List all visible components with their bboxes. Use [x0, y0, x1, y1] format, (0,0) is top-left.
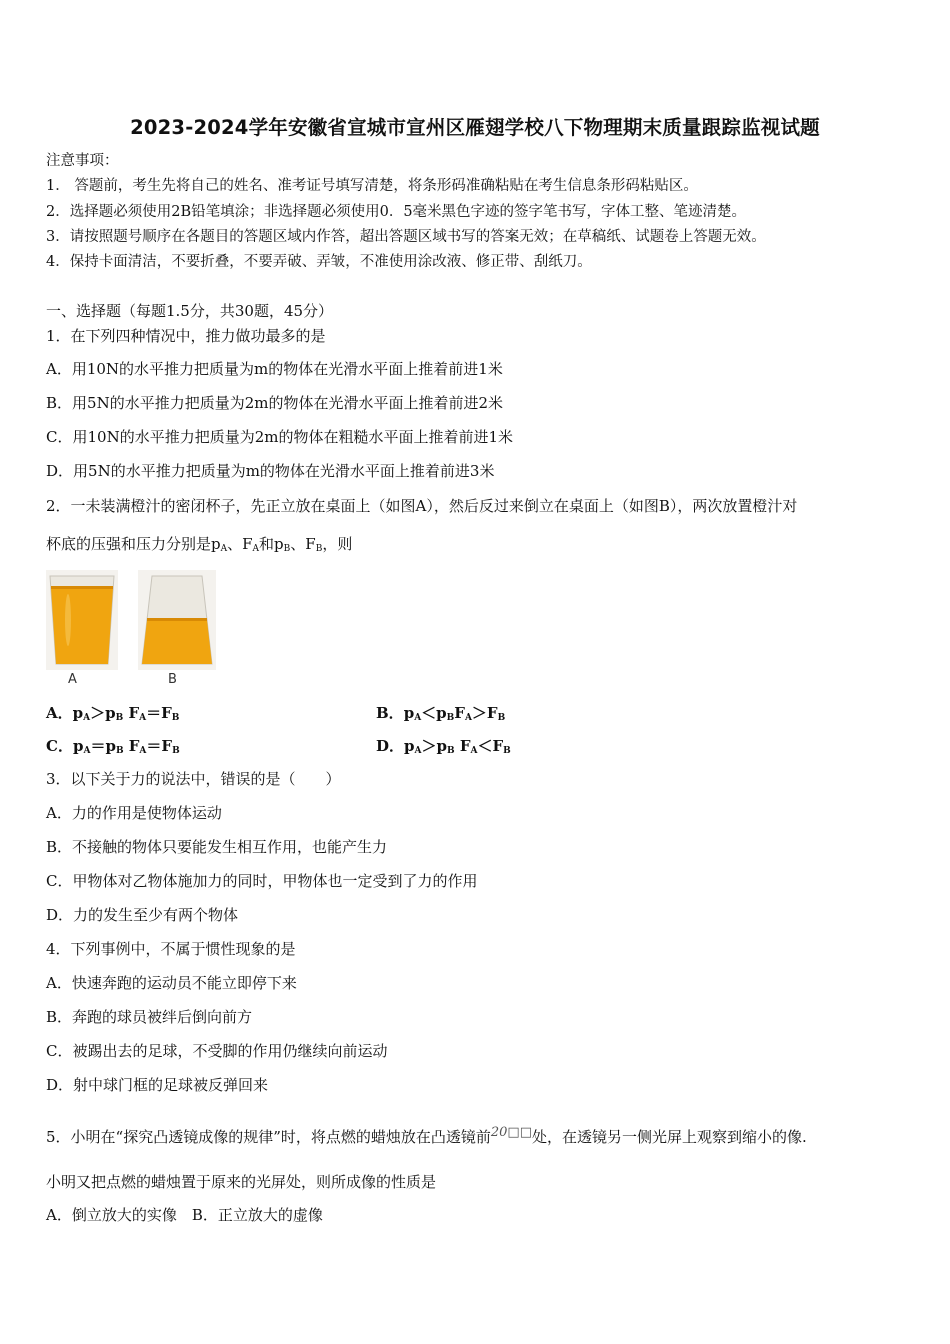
section-heading: 一、选择题（每题1.5分，共30题，45分） [46, 302, 334, 320]
q4-option-b: B．奔跑的球员被绊后倒向前方 [46, 1008, 253, 1026]
q2-stem-line1: 2．一未装满橙汁的密闭杯子，先正立放在桌面上（如图A），然后反过来倒立在桌面上（如图B），两次放置橙汁对 [46, 497, 798, 515]
q4-stem: 4．下列事例中，不属于惯性现象的是 [46, 940, 296, 958]
q1-option-c: C．用10N的水平推力把质量为2m的物体在粗糙水平面上推着前进1米 [46, 428, 514, 446]
cup-b-illustration [138, 570, 216, 670]
q2-option-c: C．$p_A=p_B$ $F_A=F_B$ [46, 737, 180, 756]
cup-b-photo [138, 570, 210, 670]
cup-a-illustration [46, 570, 118, 670]
q2-option-a: A．$p_A>p_B$ $F_A=F_B$ [46, 704, 180, 723]
q1-stem: 1．在下列四种情况中，推力做功最多的是 [46, 327, 326, 345]
q2-option-b: B．$p_A<p_BF_A>F_B$ [376, 704, 506, 723]
note-item: 3．请按照题号顺序在各题目的答题区域内作答，超出答题区域书写的答案无效；在草稿纸、试题卷上答题无效。 [46, 229, 766, 245]
q1-option-d: D．用5N的水平推力把质量为m的物体在光滑水平面上推着前进3米 [46, 462, 495, 480]
juice-a [51, 588, 113, 664]
q4-option-a: A．快速奔跑的运动员不能立即停下来 [46, 974, 297, 992]
page-title: 2023-2024学年安徽省宣城市宣州区雁翅学校八下物理期末质量跟踪监视试题 [130, 116, 820, 139]
cup-a-photo [46, 570, 118, 670]
figure-label-b: B [168, 672, 177, 687]
q3-option-d: D．力的发生至少有两个物体 [46, 906, 239, 924]
q5-stem: 5．小明在“探究凸透镜成像的规律”时，将点燃的蜡烛放在凸透镜前20□□处，在透镜另一侧光屏上观察到缩小的像. [46, 1125, 807, 1146]
q5-options: A．倒立放大的实像 B．正立放大的虚像 [46, 1206, 323, 1224]
note-item: 4．保持卡面清洁，不要折叠，不要弄破、弄皱，不准使用涂改液、修正带、刮纸刀。 [46, 254, 592, 270]
figure-label-a: A [68, 672, 77, 687]
note-item: 2．选择题必须使用2B铅笔填涂；非选择题必须使用0．5毫米黑色字迹的签字笔书写，字体工整、笔迹清楚。 [46, 204, 747, 220]
note-item: 1． 答题前，考生先将自己的姓名、准考证号填写清楚，将条形码准确粘贴在考生信息条形码粘贴区。 [46, 178, 698, 194]
q4-option-c: C．被踢出去的足球，不受脚的作用仍继续向前运动 [46, 1042, 388, 1060]
q2-option-d: D．$p_A>p_B$ $F_A<F_B$ [376, 737, 511, 756]
notes-heading: 注意事项： [46, 153, 119, 169]
juice-b [142, 620, 212, 664]
q1-option-a: A．用10N的水平推力把质量为m的物体在光滑水平面上推着前进1米 [46, 360, 503, 378]
q3-option-c: C．甲物体对乙物体施加力的同时，甲物体也一定受到了力的作用 [46, 872, 478, 890]
q5-handwritten-distance: 20□□ [490, 1125, 532, 1140]
q2-stem-line2: 杯底的压强和压力分别是$p_A$、$F_A$和$p_B$、$F_B$，则 [46, 535, 353, 554]
q4-option-d: D．射中球门框的足球被反弹回来 [46, 1076, 269, 1094]
q3-option-b: B．不接触的物体只要能发生相互作用，也能产生力 [46, 838, 388, 856]
q1-option-b: B．用5N的水平推力把质量为2m的物体在光滑水平面上推着前进2米 [46, 394, 504, 412]
q3-option-a: A．力的作用是使物体运动 [46, 804, 222, 822]
q3-stem: 3．以下关于力的说法中，错误的是（ ） [46, 770, 341, 788]
q5-stem-line2: 小明又把点燃的蜡烛置于原来的光屏处，则所成像的性质是 [46, 1173, 437, 1191]
